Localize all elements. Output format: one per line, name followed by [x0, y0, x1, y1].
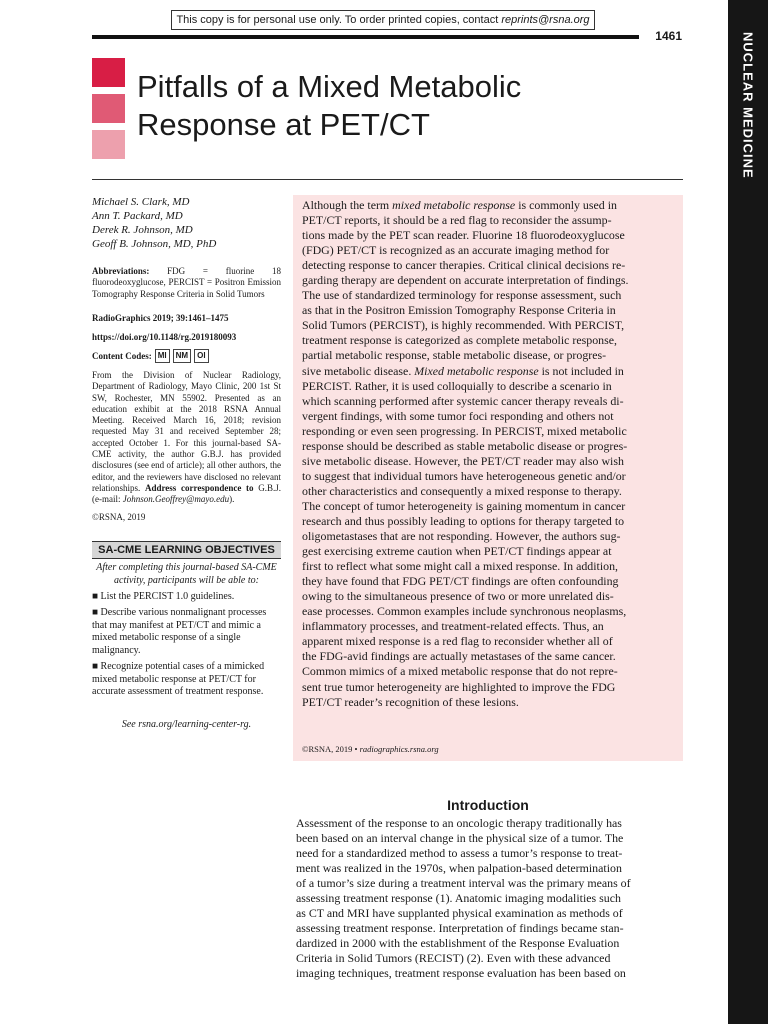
- abstract-line: Solid Tumors (PERCIST), is highly recommended. With PERCIST,: [302, 318, 625, 333]
- abstract-line: oligometastases that are not responding. However, the authors sug-: [302, 529, 621, 544]
- journal-site-link[interactable]: radiographics.rsna.org: [359, 744, 439, 754]
- content-code: MI: [155, 349, 170, 363]
- content-code: NM: [173, 349, 191, 363]
- abstract-line: sive metabolic disease. Mixed metabolic response is not included in: [302, 363, 624, 378]
- author: Michael S. Clark, MD: [92, 196, 190, 208]
- content-codes: [92, 349, 281, 363]
- abbreviations-label: Abbreviations:: [92, 266, 150, 276]
- introduction-line: assessing treatment response (1). Anatomic imaging modalities such: [296, 891, 621, 906]
- accent-block-light: [92, 130, 125, 159]
- abstract-line: partial metabolic response, stable metabolic disease, or progres-: [302, 348, 607, 363]
- abstract-line: which scanning performed after systemic cancer therapy reveals di-: [302, 393, 624, 408]
- abstract-line: Although the term mixed metabolic response is commonly used in: [302, 198, 617, 212]
- author: Geoff B. Johnson, MD, PhD: [92, 238, 217, 250]
- content-codes-label: Content Codes:: [92, 351, 152, 361]
- abstract-line: garding therapy are dependent on accurate interpretation of findings.: [302, 273, 629, 288]
- introduction-line: of a tumor’s size during a treatment interval was the primary means of: [296, 876, 631, 891]
- affiliation: [92, 370, 281, 506]
- abstract-line: owing to the simultaneous presence of two or more unrelated dis-: [302, 589, 614, 604]
- abstract-line: inflammatory processes, and treatment-related effects. Thus, an: [302, 619, 604, 634]
- abstract-line: PERCIST. Rather, it is used colloquially to describe a scenario in: [302, 378, 612, 393]
- learning-center-link[interactable]: See rsna.org/learning-center-rg.: [121, 719, 252, 730]
- content-code: OI: [194, 349, 208, 363]
- introduction-line: imaging techniques, treatment response evaluation has been based on: [296, 966, 626, 981]
- section-label: NUCLEAR MEDICINE: [740, 32, 756, 179]
- author-list: [92, 195, 292, 251]
- sacme-heading: SA-CME LEARNING OBJECTIVES: [92, 541, 281, 559]
- abstract-line: as that in the Positron Emission Tomography Response Criteria in: [302, 303, 616, 318]
- abstract-line: Common mimics of a mixed metabolic response that do not repre-: [302, 664, 618, 679]
- abstract-line: PET/CT reader’s recognition of these lesions.: [302, 694, 519, 709]
- personal-use-notice: [171, 10, 595, 30]
- introduction-line: assessing treatment response. Interpretation of findings became stan-: [296, 921, 624, 936]
- abstract-line: research and thus possibly leading to options for therapy targeted to: [302, 513, 625, 528]
- reprints-email-link[interactable]: reprints@rsna.org: [501, 14, 590, 26]
- doi-link[interactable]: https://doi.org/10.1148/rg.2019180093: [92, 332, 237, 342]
- header-rule: [92, 35, 639, 39]
- abstract-line: treatment response is categorized as complete metabolic response,: [302, 333, 617, 348]
- introduction-line: been based on an interval change in the physical size of a tumor. The: [296, 831, 624, 846]
- introduction-line: as CT and MRI have supplanted physical examination as methods of: [296, 906, 623, 921]
- title-rule: [92, 179, 683, 180]
- title-line-1: Pitfalls of a Mixed Metabolic: [137, 69, 522, 104]
- abbreviations: [92, 266, 281, 300]
- notice-text: This copy is for personal use only. To order printed copies, contact: [176, 14, 502, 26]
- accent-block-dark: [92, 58, 125, 87]
- article-title: [137, 68, 697, 144]
- introduction-line: need for a standardized method to assess a tumor’s response to treat-: [296, 846, 623, 861]
- affiliation-text: From the Division of Nuclear Radiology, Department of Radiology, Mayo Clinic, 200 1st St SW, Rochester, MN 55902. Presented as an education exhibit at the 2018 RSNA Annual Meeting. Received March 16, 2018; revision requested May 31 and received September 28; accepted October 1. For this journal-based SA-CME activity, the author G.B.J. has provided disclosures (see end of article); all other authors, the editor, and the reviewers have disclosed no relevant relationships.: [92, 370, 281, 493]
- address-label: Address correspondence to: [144, 482, 254, 493]
- author: Ann T. Packard, MD: [92, 210, 183, 222]
- abstract-line: PET/CT reports, it should be a red flag to reconsider the assump-: [302, 213, 612, 228]
- abstract-line: vergent findings, with some tumor foci responding and others not: [302, 408, 614, 423]
- abstract-line: they have found that FDG PET/CT findings are often confounding: [302, 574, 619, 589]
- page-number: 1461: [655, 29, 682, 43]
- citation-text: RadioGraphics 2019; 39:1461–1475: [92, 313, 229, 323]
- abstract-line: gest exercising extreme caution when PET/CT findings appear at: [302, 544, 612, 559]
- abstract-text: [302, 198, 676, 710]
- address-name: G.B.J. (e-mail:: [92, 482, 281, 505]
- abstract-line: the FDG-avid findings are actually metastases of the same cancer.: [302, 649, 616, 664]
- author: Derek R. Johnson, MD: [92, 224, 193, 236]
- abstract-line: detecting response to cancer therapies. Critical clinical decisions re-: [302, 258, 626, 273]
- sacme-intro: After completing this journal-based SA-CME activity, participants will be able to:: [96, 562, 277, 586]
- introduction-line: Criteria in Solid Tumors (RECIST) (2). Even with these advanced: [296, 951, 611, 966]
- abstract-line: tions made by the PET scan reader. Fluorine 18 fluorodeoxyglucose: [302, 228, 625, 243]
- abstract-line: response should be described as stable metabolic disease or progres-: [302, 438, 628, 453]
- introduction-text: [296, 816, 682, 982]
- learning-objective: ■ Describe various nonmalignant processes that may manifest at PET/CT and mimic a mixed metabolic response of a single malignancy.: [92, 607, 267, 656]
- abstract-line: apparent mixed response is a red flag to reconsider whether all of: [302, 634, 613, 649]
- abstract-line: The use of standardized terminology for response assessment, such: [302, 288, 622, 303]
- accent-block-mid: [92, 94, 125, 123]
- abstract-line: ease processes. Common examples include synchronous neoplasms,: [302, 604, 627, 619]
- abstract-line: first to reflect what some might call a mixed response. In addition,: [302, 559, 619, 574]
- abstract-line: (FDG) PET/CT is recognized as an accurate imaging method for: [302, 243, 610, 258]
- learning-objective: ■ List the PERCIST 1.0 guidelines.: [92, 591, 235, 602]
- citation: [92, 313, 281, 323]
- abstract-line: to suggest that individual tumors have heterogeneous genetic and/or: [302, 468, 626, 483]
- introduction-line: Assessment of the response to an oncologic therapy traditionally has: [296, 816, 622, 830]
- abstract-footer: [302, 744, 439, 754]
- address-email-link[interactable]: Johnson.Geoffrey@mayo.edu: [122, 494, 230, 505]
- abstract-line: responding or even seen progressing. In PERCIST, mixed metabolic: [302, 423, 627, 438]
- introduction-heading: Introduction: [447, 797, 529, 813]
- learning-objective: ■ Recognize potential cases of a mimicked mixed metabolic response at PET/CT for accurate assessment of treatment response.: [92, 661, 265, 697]
- introduction-line: ment was realized in the 1970s, when palpation-based determination: [296, 861, 622, 876]
- abstract-line: other characteristics and consequently a mixed response to therapy.: [302, 483, 622, 498]
- abstract-line: sent true tumor heterogeneity are highlighted to improve the FDG: [302, 679, 616, 694]
- introduction-line: dardized in 2000 with the establishment of the Response Evaluation: [296, 936, 620, 951]
- abstract-copyright: ©RSNA, 2019 •: [302, 744, 360, 754]
- copyright: ©RSNA, 2019: [92, 512, 146, 522]
- address-close: ).: [229, 494, 235, 505]
- abstract-line: The concept of tumor heterogeneity is gaining momentum in cancer: [302, 498, 626, 513]
- abstract-line: sive metabolic disease. However, the PET/CT reader may also wish: [302, 453, 624, 468]
- title-line-2: Response at PET/CT: [137, 107, 430, 142]
- abbreviations-text: FDG = fluorine 18 fluorodeoxyglucose, PERCIST = Positron Emission Tomography Response Criteria in Solid Tumors: [92, 266, 281, 299]
